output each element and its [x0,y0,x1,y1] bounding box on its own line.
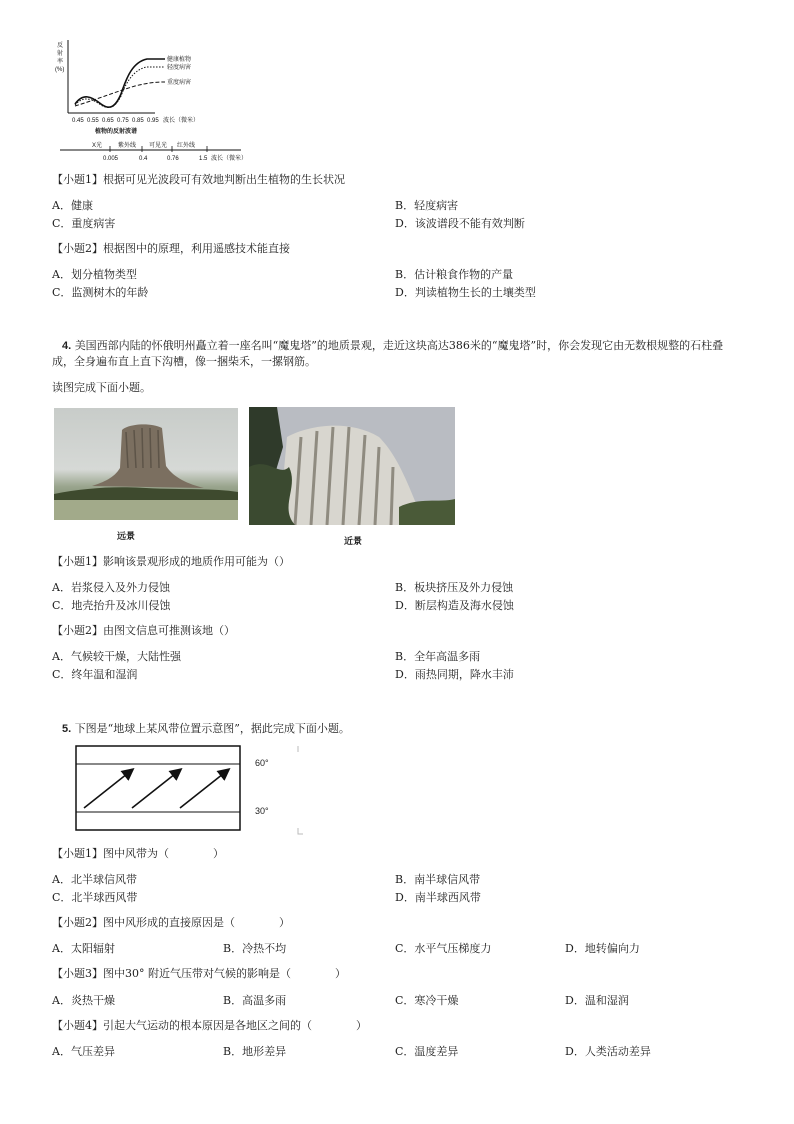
close-view-caption: 近景 [344,537,363,547]
q5-sub1-option-b[interactable]: B．南半球信风带 [395,873,481,886]
q5-sub2-stem: 【小题2】图中风形成的直接原因是（ ） [52,916,290,929]
spectrum-unit: 波长（微米） [211,156,248,162]
legend-mild: 轻度病害 [167,65,192,71]
wind-arrow-1 [84,770,132,808]
q5-intro-block [62,722,350,736]
distant-view-caption: 远景 [117,532,136,542]
q3-sub2-stem: 【小题2】根据图中的原理，利用遥感技术能直接 [52,242,290,255]
x-tick-5: 0.85 [132,118,144,124]
q5-sub4-option-c[interactable]: C．温度差异 [395,1045,459,1058]
x-tick-6: 0.95 [147,118,159,124]
spectrum-tick-1: 0.005 [103,156,119,162]
reflectance-spectrum-figure [55,38,270,168]
close-view-photo [249,407,455,525]
q5-sub3-option-d[interactable]: D．温和湿润 [565,994,629,1007]
q4-number: 4. [62,340,72,352]
legend-healthy: 健康植物 [167,57,192,63]
severe-disease-curve [75,82,165,106]
q5-sub1-option-a[interactable]: A．北半球信风带 [52,873,137,886]
q4-intro: 美国西部内陆的怀俄明州矗立着一座名叫“魔鬼塔”的地质景观，走近这块高达386米的“魔鬼塔”时，你会发现它由无数根规整的石柱叠成，全身遍布直上直下沟槽，像一捆柴禾，一摞钢筋。 [52,339,724,368]
q5-sub4-option-b[interactable]: B．地形差异 [223,1045,287,1058]
legend-severe: 重度病害 [167,80,192,86]
q3-sub1-option-c[interactable]: C．重度病害 [52,217,116,230]
q3-sub2-option-c[interactable]: C．监测树木的年龄 [52,286,149,299]
q4-sub2-stem: 【小题2】由图文信息可推测该地（） [52,624,235,637]
q5-sub1-stem: 【小题1】图中风带为（ ） [52,847,224,860]
q5-sub1-option-c[interactable]: C．北半球西风带 [52,891,138,904]
q5-sub4-option-d[interactable]: D．人类活动差异 [565,1045,651,1058]
q5-intro: 下图是“地球上某风带位置示意图”，据此完成下面小题。 [74,722,350,735]
figure1-caption: 植物的反射波谱 [95,129,138,135]
spectrum-tick-2: 0.4 [139,156,148,162]
q3-sub2-option-b[interactable]: B．估计粮食作物的产量 [395,268,514,281]
q5-sub3-stem: 【小题3】图中30° 附近气压带对气候的影响是（ ） [52,967,346,980]
q4-sub2-option-b[interactable]: B．全年高温多雨 [395,650,481,663]
q3-sub2-option-d[interactable]: D．判读植物生长的土壤类型 [395,286,536,299]
spectrum-tick-3: 0.76 [167,156,179,162]
region-uv: 紫外线 [118,143,137,149]
q5-sub2-option-c[interactable]: C．水平气压梯度力 [395,942,492,955]
x-tick-4: 0.75 [117,118,129,124]
y-axis-label-1: 反 [57,43,64,49]
wind-arrow-2 [132,770,180,808]
q3-sub2-option-a[interactable]: A．划分植物类型 [52,268,137,281]
q3-sub1-option-a[interactable]: A．健康 [52,199,93,212]
region-visible: 可见光 [149,143,168,149]
q4-sub1-option-c[interactable]: C．地壳抬升及冰川侵蚀 [52,599,171,612]
region-xray: X光 [92,143,103,149]
wind-belt-diagram [70,742,310,838]
wind-arrow-3 [180,770,228,808]
q3-sub1-option-b[interactable]: B．轻度病害 [395,199,459,212]
region-ir: 红外线 [177,143,196,149]
q4-intro-block [52,338,742,369]
q4-sub1-option-a[interactable]: A．岩浆侵入及外力侵蚀 [52,581,170,594]
q4-sub2-option-d[interactable]: D．雨热同期，降水丰沛 [395,668,514,681]
y-axis-label-4: (%) [55,67,65,73]
q5-sub3-option-b[interactable]: B．高温多雨 [223,994,287,1007]
q5-sub2-option-a[interactable]: A．太阳辐射 [52,942,115,955]
y-axis-label-3: 率 [57,59,64,65]
latitude-label-60: 60° [255,758,269,768]
distant-view-photo [54,408,238,520]
q5-sub3-option-c[interactable]: C．寒冷干燥 [395,994,459,1007]
q3-sub1-option-d[interactable]: D．该波谱段不能有效判断 [395,217,525,230]
q3-sub1-stem: 【小题1】根据可见光波段可有效地判断出生植物的生长状况 [52,173,345,186]
q5-sub3-option-a[interactable]: A．炎热干燥 [52,994,115,1007]
q5-sub2-option-d[interactable]: D．地转偏向力 [565,942,640,955]
q4-sub2-option-c[interactable]: C．终年温和湿润 [52,668,138,681]
q4-sub2-option-a[interactable]: A．气候较干燥，大陆性强 [52,650,181,663]
q4-sub1-option-b[interactable]: B．板块挤压及外力侵蚀 [395,581,514,594]
x-axis-unit: 波长（微米） [163,118,200,124]
q4-sub1-stem: 【小题1】影响该景观形成的地质作用可能为（） [52,555,290,568]
spectrum-tick-4: 1.5 [199,156,208,162]
y-axis-label-2: 射 [57,51,64,57]
x-tick-1: 0.45 [72,118,84,124]
q5-number: 5. [62,723,72,735]
q5-sub4-stem: 【小题4】引起大气运动的根本原因是各地区之间的（ ） [52,1019,367,1032]
latitude-label-30: 30° [255,806,269,816]
q5-sub4-option-a[interactable]: A．气压差异 [52,1045,115,1058]
q4-read-instruction: 读图完成下面小题。 [52,381,151,394]
q5-sub1-option-d[interactable]: D．南半球西风带 [395,891,481,904]
x-tick-3: 0.65 [102,118,114,124]
q4-sub1-option-d[interactable]: D．断层构造及海水侵蚀 [395,599,514,612]
q5-sub2-option-b[interactable]: B．冷热不均 [223,942,287,955]
x-tick-2: 0.55 [87,118,99,124]
